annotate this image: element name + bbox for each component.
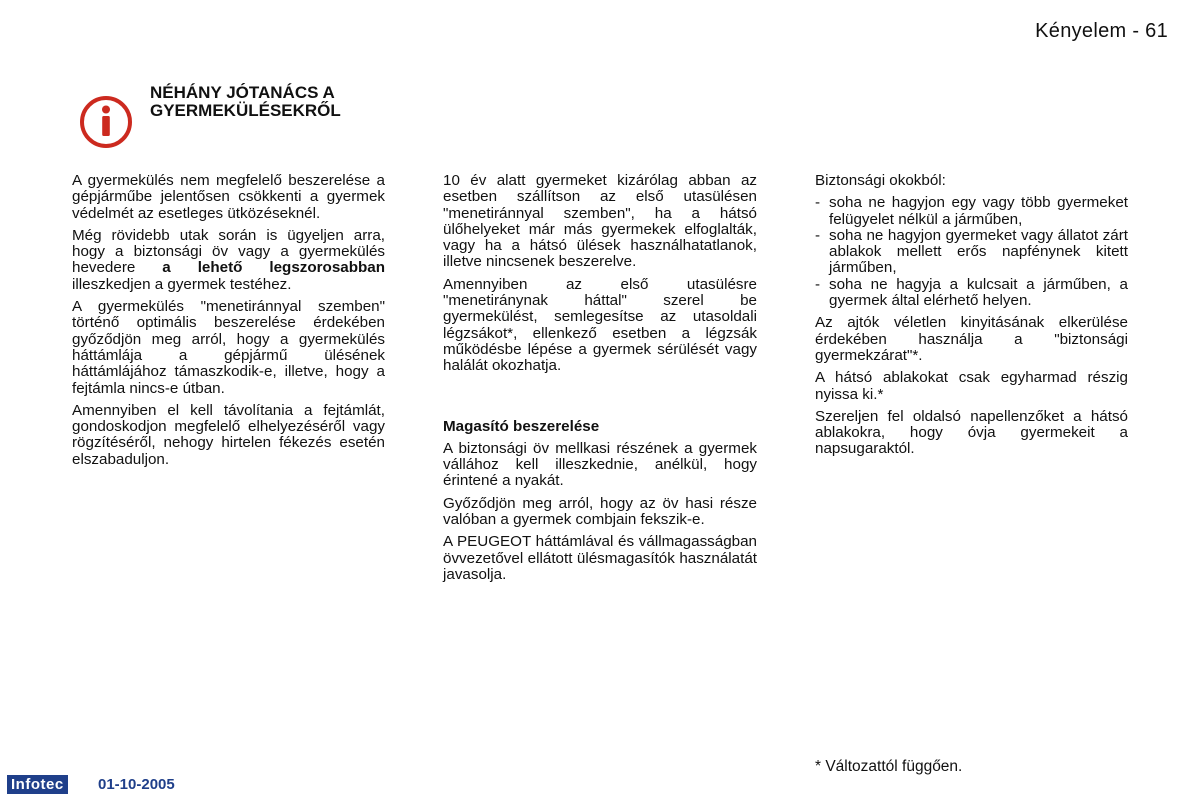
section-title-line2: GYERMEKÜLÉSEKRŐL [150,101,341,120]
list-item: - soha ne hagyja a kulcsait a járműben, a gyermek által elérhető helyen. [815,277,1128,310]
paragraph: A biztonsági öv mellkasi részének a gyermek vállához kell illeszkednie, anélkül, hogy érintené a nyakát. [443,439,757,490]
section-title [150,84,341,120]
column-3 [815,173,1128,464]
paragraph: 10 év alatt gyermeket kizárólag abban az esetben szállítson az első utasülésen "menetiránnyal szemben", ha a hátsó ülőhelyeket már más gyermekek elfoglalták, vagy ha a hátsó ülések használhatatlanok, illetve nincsenek beszerelve. [443,172,757,271]
text: Még rövidebb utak során is ügyeljen arra, hogy a biztonsági öv vagy a gyermekülés hevedere [72,226,385,277]
footnote: * Változattól függően. [815,758,963,775]
subheading-booster: Magasító beszerelése [443,417,600,435]
paragraph: Az ajtók véletlen kinyitásának elkerülése érdekében használja a "biztonsági gyermekzárat"*. [815,314,1128,364]
paragraph: A gyermekülés "menetiránnyal szemben" történő optimális beszerelése érdekében győződjön meg arról, hogy a gyermekülés háttámlája a gépjármű ülésének háttámlájához támaszkodik-e, illetve, hogy a fejtámla nincs-e útban. [72,298,385,397]
list-item: - soha ne hagyjon egy vagy több gyermeket felügyelet nélkül a járműben, [815,195,1128,228]
paragraph: Amennyiben az első utasülésre "menetiránynak háttal" szerel be gyermekülést, semlegesítse az utasoldali légzsákot*, ellenkező esetben a légzsák működésbe lépése a gyermek sérülését vagy halálát okozhatja. [443,275,757,375]
column-2 [443,173,757,589]
info-icon [78,94,134,150]
column-1 [72,173,385,474]
paragraph: A gyermekülés nem megfelelő beszerelése a gépjárműbe jelentősen csökkenti a gyermek védelmét az esetleges ütközéseknél. [72,172,385,222]
paragraph: A hátsó ablakokat csak egyharmad részig nyissa ki.* [815,369,1128,403]
infotec-logo: Infotec [7,775,68,794]
footer-date: 01-10-2005 [98,776,175,793]
paragraph: A PEUGEOT háttámlával és vállmagasságban övvezetővel ellátott ülésmagasítók használatát javasolja. [443,533,757,583]
paragraph-belt-tightness [72,228,385,293]
paragraph-intro: Biztonsági okokból: [815,172,946,189]
list-item: - soha ne hagyjon gyermeket vagy állatot zárt ablakok mellett erős napfénynek kitett járműben, [815,228,1128,277]
safety-list [815,195,1128,309]
paragraph: Szereljen fel oldalsó napellenzőket a hátsó ablakokra, hogy óvja gyermekeit a napsugaraktól. [815,407,1128,458]
section-title-line1: NÉHÁNY JÓTANÁCS A [150,83,335,102]
text: illeszkedjen a gyermek testéhez. [72,275,292,293]
page-header: Kényelem - 61 [1035,20,1168,42]
paragraph: Győződjön meg arról, hogy az öv hasi része valóban a gyermek combjain fekszik-e. [443,494,757,529]
emphasis-text: a lehető legszorosabban [162,259,385,277]
paragraph: Amennyiben el kell távolítania a fejtámlát, gondoskodjon megfelelő elhelyezéséről vagy rögzítéséről, nehogy hirtelen fékezés esetén elszabaduljon. [72,401,385,468]
